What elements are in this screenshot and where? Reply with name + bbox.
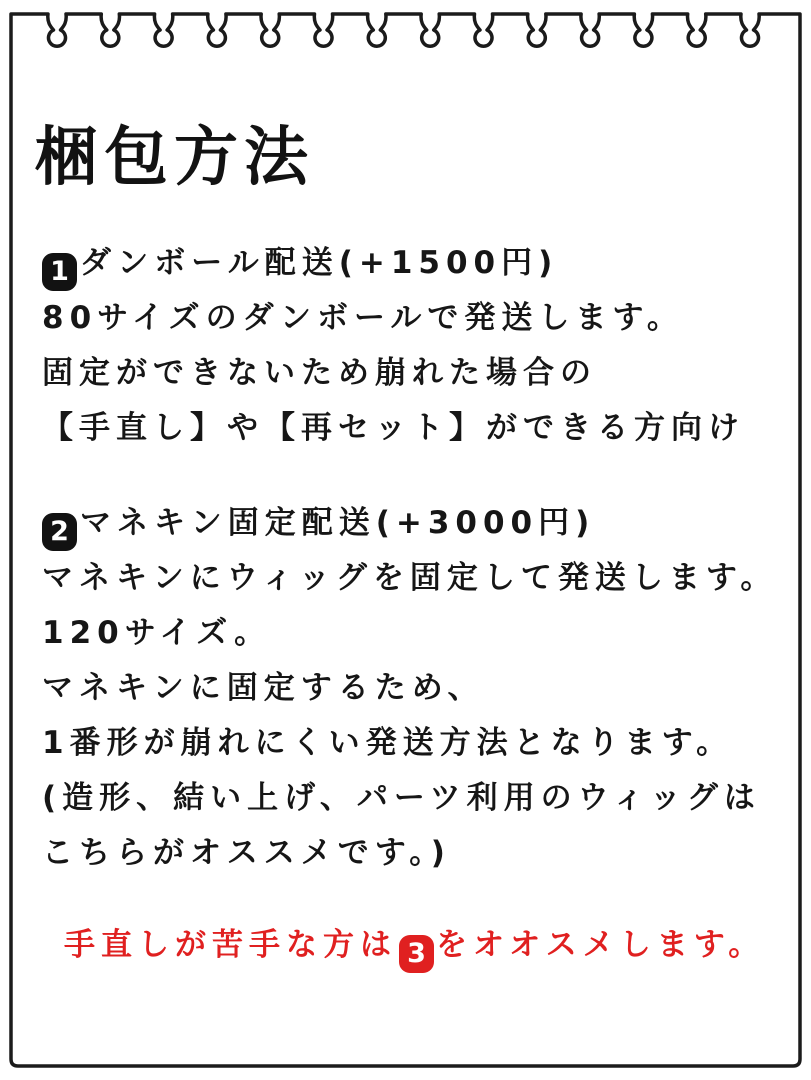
- note-text-after: をオオスメします。: [436, 927, 766, 963]
- body-line: 80サイズのダンボールで発送します。: [42, 300, 684, 336]
- section-heading: [42, 496, 777, 551]
- page-title: 梱包方法: [34, 121, 314, 195]
- number-3-badge-icon: 3: [399, 935, 434, 973]
- body-line: 1番形が崩れにくい発送方法となります。: [42, 725, 734, 761]
- number-1-badge-icon: 1: [42, 253, 77, 291]
- body-line: マネキンにウィッグを固定して発送します。: [42, 560, 778, 596]
- body-line: (造形、結い上げ、パーツ利用のウィッグは: [42, 780, 761, 816]
- body-line: 【手直し】や【再セット】ができる方向け: [42, 410, 745, 446]
- number-2-badge-icon: 2: [42, 513, 77, 551]
- section-heading-text: ダンボール配送(+1500円): [80, 245, 559, 281]
- body-line: こちらがオススメです。): [42, 835, 451, 871]
- body-line: 120サイズ。: [42, 615, 272, 651]
- body-line: マネキンに固定するため、: [42, 670, 485, 706]
- recommendation-note: [64, 918, 765, 973]
- body-line: 固定ができないため崩れた場合の: [42, 355, 597, 391]
- section-heading-text: マネキン固定配送(+3000円): [80, 505, 596, 541]
- note-text-before: 手直しが苦手な方は: [64, 927, 397, 963]
- section-mannequin-shipping: [42, 496, 777, 881]
- section-heading: [42, 236, 745, 291]
- section-cardboard-shipping: [42, 236, 745, 456]
